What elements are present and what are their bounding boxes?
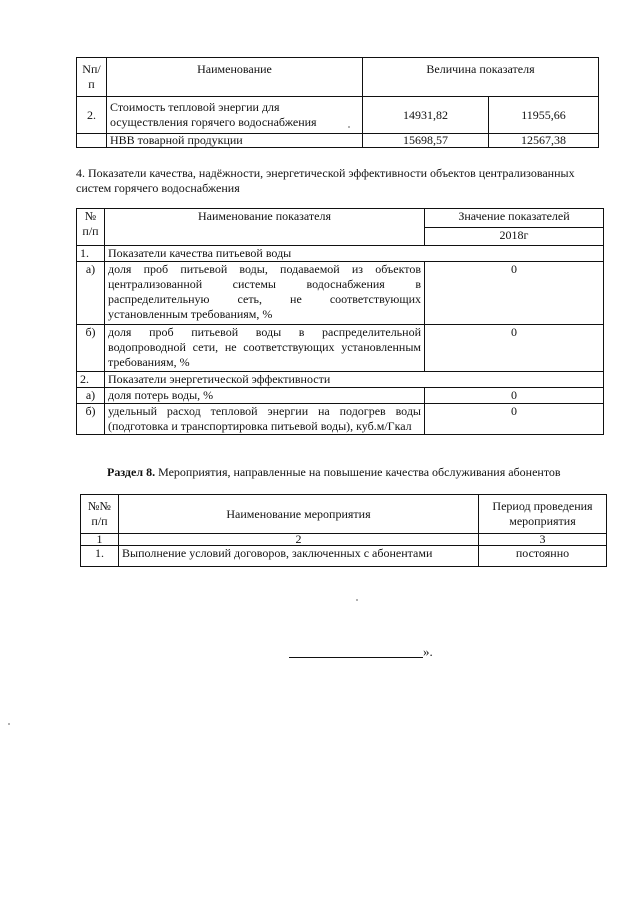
- col-header-period: Период проведения мероприятия: [479, 495, 607, 534]
- row-period: постоянно: [479, 546, 607, 567]
- col-header-value: Значение показателей: [425, 209, 604, 228]
- row-num: б): [77, 404, 105, 435]
- signature-line: [289, 645, 423, 658]
- table-row: [77, 262, 604, 325]
- col-number-3: 3: [479, 534, 607, 546]
- table-row: [77, 209, 604, 228]
- row-num: а): [77, 388, 105, 404]
- scan-speck: [356, 599, 358, 601]
- scan-speck: [348, 126, 350, 128]
- group-title: Показатели качества питьевой воды: [105, 246, 604, 262]
- row-num: 2.: [77, 97, 107, 134]
- table-row: [77, 58, 599, 97]
- col-header-num: №№ п/п: [81, 495, 119, 534]
- section-4-heading: 4. Показатели качества, надёжности, энергетической эффективности объектов централизованных систем горячего водоснабжения: [76, 166, 575, 195]
- table-row: [77, 97, 599, 134]
- table-row: [77, 134, 599, 148]
- cost-table: [76, 57, 599, 148]
- col-number-2: 2: [119, 534, 479, 546]
- col-header-value: Величина показателя: [363, 58, 599, 97]
- indicators-table: [76, 208, 604, 435]
- row-value: 0: [425, 404, 604, 435]
- row-value-1: 15698,57: [363, 134, 489, 148]
- row-num: б): [77, 325, 105, 372]
- table-row: [81, 495, 607, 534]
- group-title: Показатели энергетической эффективности: [105, 372, 604, 388]
- row-num: а): [77, 262, 105, 325]
- group-num: 2.: [77, 372, 105, 388]
- table-row: [77, 325, 604, 372]
- row-name: доля проб питьевой воды, подаваемой из объектов централизованной системы водоснабжения в распределительную сеть, не соответствующих установленным требованиям, %: [105, 262, 425, 325]
- row-name: доля потерь воды, %: [105, 388, 425, 404]
- row-value-2: 12567,38: [489, 134, 599, 148]
- row-name: НВВ товарной продукции: [107, 134, 363, 148]
- section-8-heading: [107, 465, 607, 480]
- row-name: Стоимость тепловой энергии для осуществления горячего водоснабжения: [107, 97, 363, 134]
- row-value: 0: [425, 388, 604, 404]
- col-header-name: Наименование: [107, 58, 363, 97]
- row-name: доля проб питьевой воды в распределительной водопроводной сети, не соответствующих установленным требованиям, %: [105, 325, 425, 372]
- row-value-1: 14931,82: [363, 97, 489, 134]
- row-value-2: 11955,66: [489, 97, 599, 134]
- measures-table: [80, 494, 607, 567]
- section-8-title: Мероприятия, направленные на повышение качества обслуживания абонентов: [158, 465, 561, 479]
- section-8-label: Раздел 8.: [107, 465, 156, 479]
- col-header-num: № п/п: [77, 209, 105, 246]
- col-header-num: Nп/п: [77, 58, 107, 97]
- scan-speck: [8, 723, 10, 725]
- col-header-name: Наименование мероприятия: [119, 495, 479, 534]
- col-header-name: Наименование показателя: [105, 209, 425, 246]
- row-name: удельный расход тепловой энергии на подогрев воды (подготовка и транспортировка питьевой воды), куб.м/Гкал: [105, 404, 425, 435]
- row-value: 0: [425, 262, 604, 325]
- row-num: 1.: [81, 546, 119, 567]
- row-value: 0: [425, 325, 604, 372]
- col-number-1: 1: [81, 534, 119, 546]
- row-num: [77, 134, 107, 148]
- table-row: [81, 546, 607, 567]
- table-row: [77, 246, 604, 262]
- group-num: 1.: [77, 246, 105, 262]
- table-row: [77, 388, 604, 404]
- table-row: [77, 404, 604, 435]
- table-row: [81, 534, 607, 546]
- col-header-year: 2018г: [425, 227, 604, 246]
- table-row: [77, 372, 604, 388]
- row-name: Выполнение условий договоров, заключенных с абонентами: [119, 546, 479, 567]
- closing-quote: ».: [423, 644, 433, 659]
